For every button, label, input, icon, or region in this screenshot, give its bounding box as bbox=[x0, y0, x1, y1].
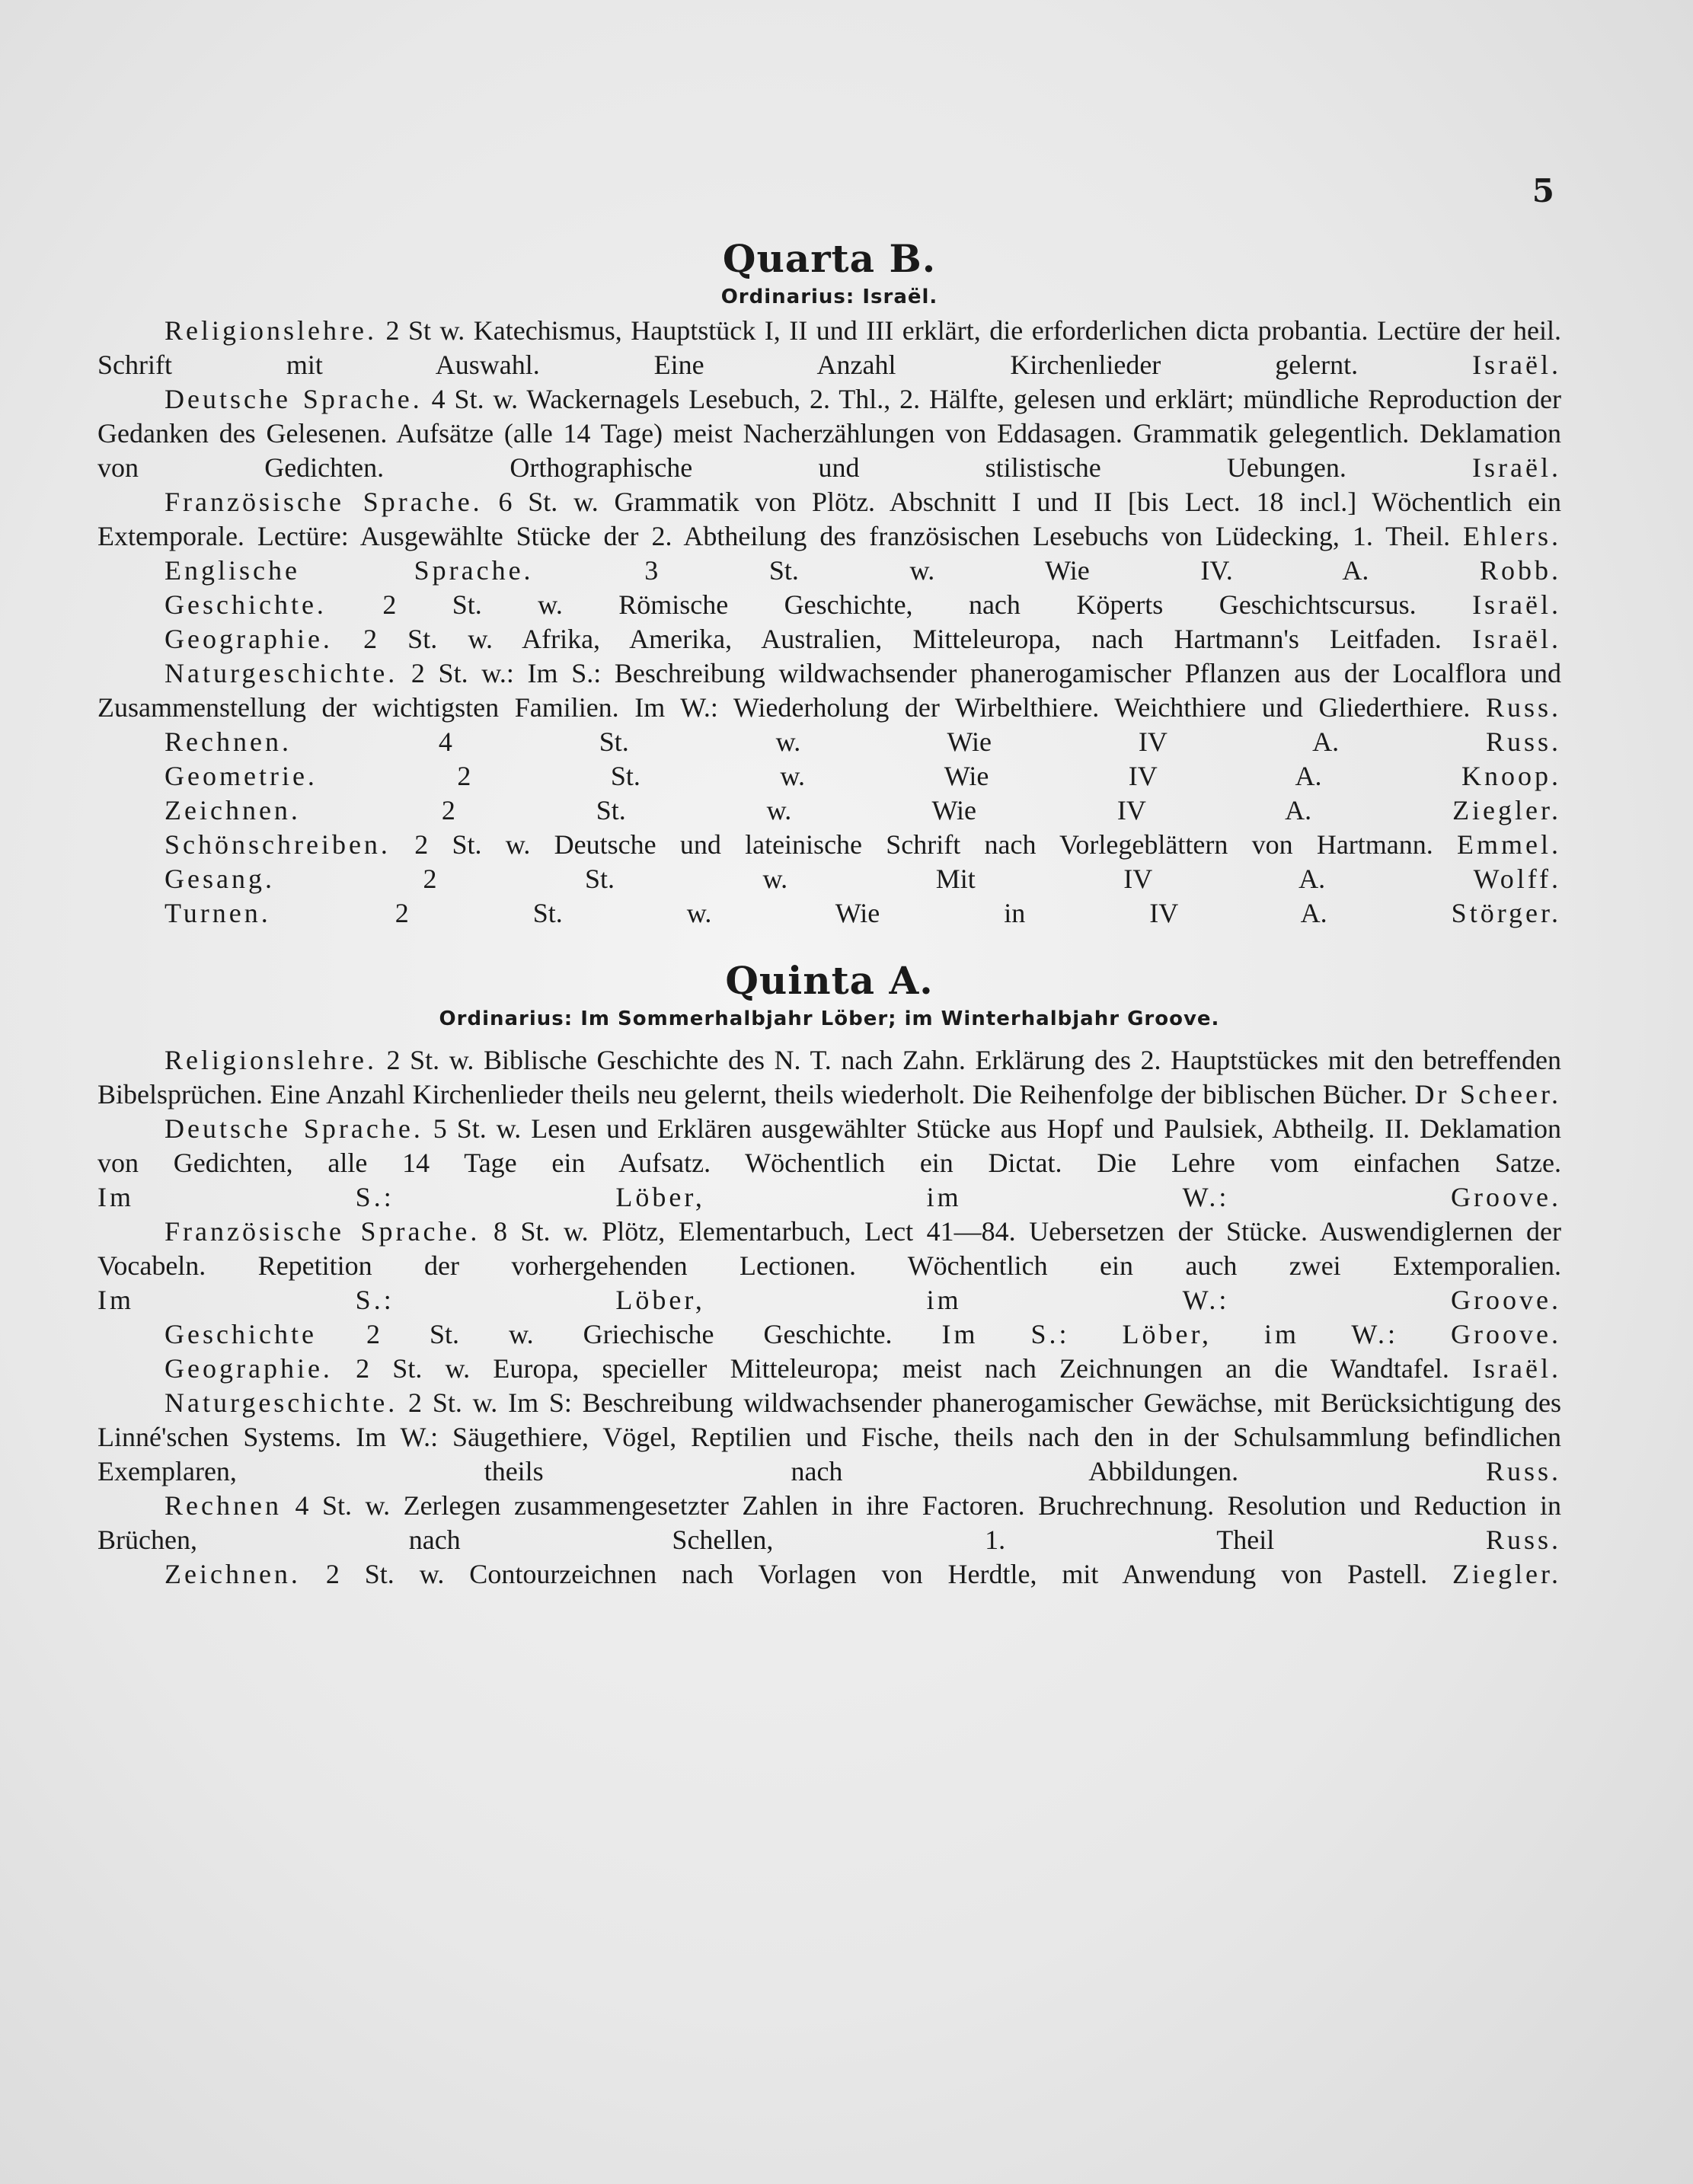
subject-description: 2 St. w. Europa, specieller Mitteleuropa; meist nach Zeichnungen an die Wandtafel. bbox=[356, 1353, 1449, 1384]
subject-entry bbox=[97, 382, 1561, 485]
subject-name: Französische Sprache. bbox=[165, 487, 483, 517]
ordinarius-quinta-a: Ordinarius: Im Sommerhalbjahr Löber; im Winterhalbjahr Groove. bbox=[439, 1007, 1220, 1030]
subject-name: Geschichte bbox=[165, 1319, 317, 1349]
section-title-quinta-a: Quinta A. bbox=[725, 958, 934, 1003]
section-gap-small bbox=[97, 1036, 1561, 1043]
subject-description: 2 St. w. Wie IV A. bbox=[457, 761, 1322, 791]
page-number: 5 bbox=[1532, 172, 1554, 209]
subject-name: Religionslehre. bbox=[165, 315, 377, 346]
subject-name: Zeichnen. bbox=[165, 795, 301, 825]
subject-entry bbox=[97, 554, 1561, 588]
teacher-name: Russ. bbox=[1485, 1525, 1562, 1555]
subject-name: Rechnen. bbox=[165, 726, 292, 757]
subject-description: 2 St. w. Deutsche und lateinische Schrift nach Vorlegeblättern von Hartmann. bbox=[414, 829, 1433, 860]
teacher-name: Im S.: Löber, im W.: Groove. bbox=[97, 1182, 1561, 1212]
subject-entry bbox=[97, 1352, 1561, 1386]
subject-description: 4 St. w. Wackernagels Lesebuch, 2. Thl., 2. Hälfte, gelesen und erklärt; mündliche Reproduction der Gedanken des Gelesenen. Aufsätze (alle 14 Tage) meist Nacherzählungen von Eddasagen. Grammatik gelegentlich. Deklamation von Gedichten. Orthographische und stilistische Uebungen. bbox=[97, 384, 1562, 483]
subject-entry bbox=[97, 1043, 1561, 1112]
subject-name: Religionslehre. bbox=[165, 1045, 377, 1075]
teacher-name: Dr Scheer. bbox=[1414, 1079, 1562, 1110]
subject-description: 2 St. w. Im S: Beschreibung wildwachsender phanerogamischer Gewächse, mit Berücksichtigung des Linné'schen Systems. Im W.: Säugethiere, Vögel, Reptilien und Fische, theils nach den in der Schulsammlung befindlichen Exemplaren, theils nach Abbildungen. bbox=[97, 1387, 1562, 1486]
section-gap bbox=[97, 931, 1561, 958]
subject-name: Deutsche Sprache. bbox=[165, 1113, 423, 1144]
subject-description: 2 St. w. Biblische Geschichte des N. T. nach Zahn. Erklärung des 2. Hauptstückes mit den betreffenden Bibelsprüchen. Eine Anzahl Kirchenlieder theils neu gelernt, theils wiederholt. Die Reihenfolge der biblischen Bücher. bbox=[97, 1045, 1562, 1110]
subject-name: Französische Sprache. bbox=[165, 1216, 481, 1247]
subject-entry bbox=[97, 725, 1561, 759]
entry-list-quinta-a bbox=[97, 1043, 1561, 1592]
subject-entry bbox=[97, 1386, 1561, 1489]
teacher-name: Israël. bbox=[1472, 350, 1562, 380]
subject-entry bbox=[97, 759, 1561, 793]
subject-description: 2 St. w. Römische Geschichte, nach Köperts Geschichtscursus. bbox=[382, 589, 1417, 620]
subject-name: Turnen. bbox=[165, 898, 271, 928]
teacher-name: Wolff. bbox=[1473, 864, 1562, 894]
subject-name: Geographie. bbox=[165, 1353, 333, 1384]
subject-description: 5 St. w. Lesen und Erklären ausgewählter Stücke aus Hopf und Paulsiek, Abtheilg. II. Deklamation von Gedichten, alle 14 Tage ein Aufsatz. Wöchentlich ein Dictat. Die Lehre vom einfachen Satze. bbox=[97, 1113, 1562, 1178]
subject-entry bbox=[97, 1489, 1561, 1557]
page-content bbox=[97, 236, 1561, 1592]
subject-entry bbox=[97, 793, 1561, 828]
teacher-name: Im S.: Löber, im W.: Groove. bbox=[97, 1285, 1561, 1315]
subject-entry bbox=[97, 862, 1561, 896]
section-title-quarta-b: Quarta B. bbox=[722, 236, 937, 281]
teacher-name: Israël. bbox=[1472, 1353, 1562, 1384]
subject-description: 3 St. w. Wie IV. A. bbox=[644, 555, 1369, 586]
teacher-name: Störger. bbox=[1451, 898, 1562, 928]
teacher-name: Ziegler. bbox=[1452, 1559, 1561, 1589]
subject-description: 2 St. w. Afrika, Amerika, Australien, Mitteleuropa, nach Hartmann's Leitfaden. bbox=[363, 624, 1442, 654]
subject-name: Zeichnen. bbox=[165, 1559, 301, 1589]
subject-description: 2 St. w. Contourzeichnen nach Vorlagen von Herdtle, mit Anwendung von Pastell. bbox=[325, 1559, 1428, 1589]
subject-description: 6 St. w. Grammatik von Plötz. Abschnitt I und II [bis Lect. 18 incl.] Wöchentlich ein Extemporale. Lectüre: Ausgewählte Stücke der 2. Abtheilung des französischen Lesebuchs von Lüdecking, 1. Theil. bbox=[97, 487, 1562, 551]
subject-description: 8 St. w. Plötz, Elementarbuch, Lect 41—84. Uebersetzen der Stücke. Auswendiglernen der Vocabeln. Repetition der vorhergehenden Lectionen. Wöchentlich ein auch zwei Extemporalien. bbox=[97, 1216, 1562, 1281]
subject-name: Deutsche Sprache. bbox=[165, 384, 423, 414]
subject-entry bbox=[97, 1317, 1561, 1352]
teacher-name: Israël. bbox=[1472, 589, 1562, 620]
subject-name: Englische Sprache. bbox=[165, 555, 534, 586]
subject-entry bbox=[97, 485, 1561, 554]
subject-description: 2 St. w. Mit IV A. bbox=[423, 864, 1326, 894]
teacher-name: Ehlers. bbox=[1463, 521, 1562, 551]
subject-name: Geschichte. bbox=[165, 589, 327, 620]
subject-name: Rechnen bbox=[165, 1490, 282, 1521]
subject-description: 4 St. w. Zerlegen zusammengesetzter Zahlen in ihre Factoren. Bruchrechnung. Resolution und Reduction in Brüchen, nach Schellen, 1. Theil bbox=[97, 1490, 1562, 1555]
subject-name: Schönschreiben. bbox=[165, 829, 391, 860]
teacher-name: Knoop. bbox=[1461, 761, 1561, 791]
subject-entry bbox=[97, 1557, 1561, 1592]
subject-description: 2 St w. Katechismus, Hauptstück I, II und III erklärt, die erforderlichen dicta probantia. Lectüre der heil. Schrift mit Auswahl. Eine Anzahl Kirchenlieder gelernt. bbox=[97, 315, 1562, 380]
teacher-name: Russ. bbox=[1485, 692, 1561, 723]
subject-name: Gesang. bbox=[165, 864, 275, 894]
subject-name: Naturgeschichte. bbox=[165, 658, 398, 688]
teacher-name: Russ. bbox=[1485, 1456, 1561, 1486]
ordinarius-quarta-b: Ordinarius: Israël. bbox=[720, 286, 938, 308]
subject-entry bbox=[97, 622, 1561, 656]
subject-name: Geographie. bbox=[165, 624, 333, 654]
teacher-name: Israël. bbox=[1472, 452, 1561, 483]
subject-entry bbox=[97, 896, 1561, 931]
subject-entry bbox=[97, 828, 1561, 862]
teacher-name: Israël. bbox=[1472, 624, 1562, 654]
subject-description: 2 St. w. Griechische Geschichte. bbox=[366, 1319, 893, 1349]
teacher-name: Robb. bbox=[1480, 555, 1562, 586]
subject-entry bbox=[97, 588, 1561, 622]
subject-description: 2 St. w. Wie in IV A. bbox=[395, 898, 1327, 928]
subject-description: 4 St. w. Wie IV A. bbox=[438, 726, 1340, 757]
subject-entry bbox=[97, 656, 1561, 725]
subject-description: 2 St. w.: Im S.: Beschreibung wildwachsender phanerogamischer Pflanzen aus der Localflora und Zusammenstellung der wichtigsten Familien. Im W.: Wiederholung der Wirbelthiere. Weichthiere und Gliederthiere. bbox=[97, 658, 1562, 723]
entry-list-quarta-b bbox=[97, 314, 1561, 931]
subject-entry bbox=[97, 1112, 1561, 1215]
teacher-name: Ziegler. bbox=[1452, 795, 1562, 825]
subject-entry bbox=[97, 314, 1561, 382]
subject-name: Naturgeschichte. bbox=[165, 1387, 398, 1418]
subject-description: 2 St. w. Wie IV A. bbox=[441, 795, 1312, 825]
teacher-name: Emmel. bbox=[1457, 829, 1562, 860]
teacher-name: Im S.: Löber, im W.: Groove. bbox=[941, 1319, 1561, 1349]
teacher-name: Russ. bbox=[1485, 726, 1561, 757]
subject-entry bbox=[97, 1215, 1561, 1317]
subject-name: Geometrie. bbox=[165, 761, 318, 791]
